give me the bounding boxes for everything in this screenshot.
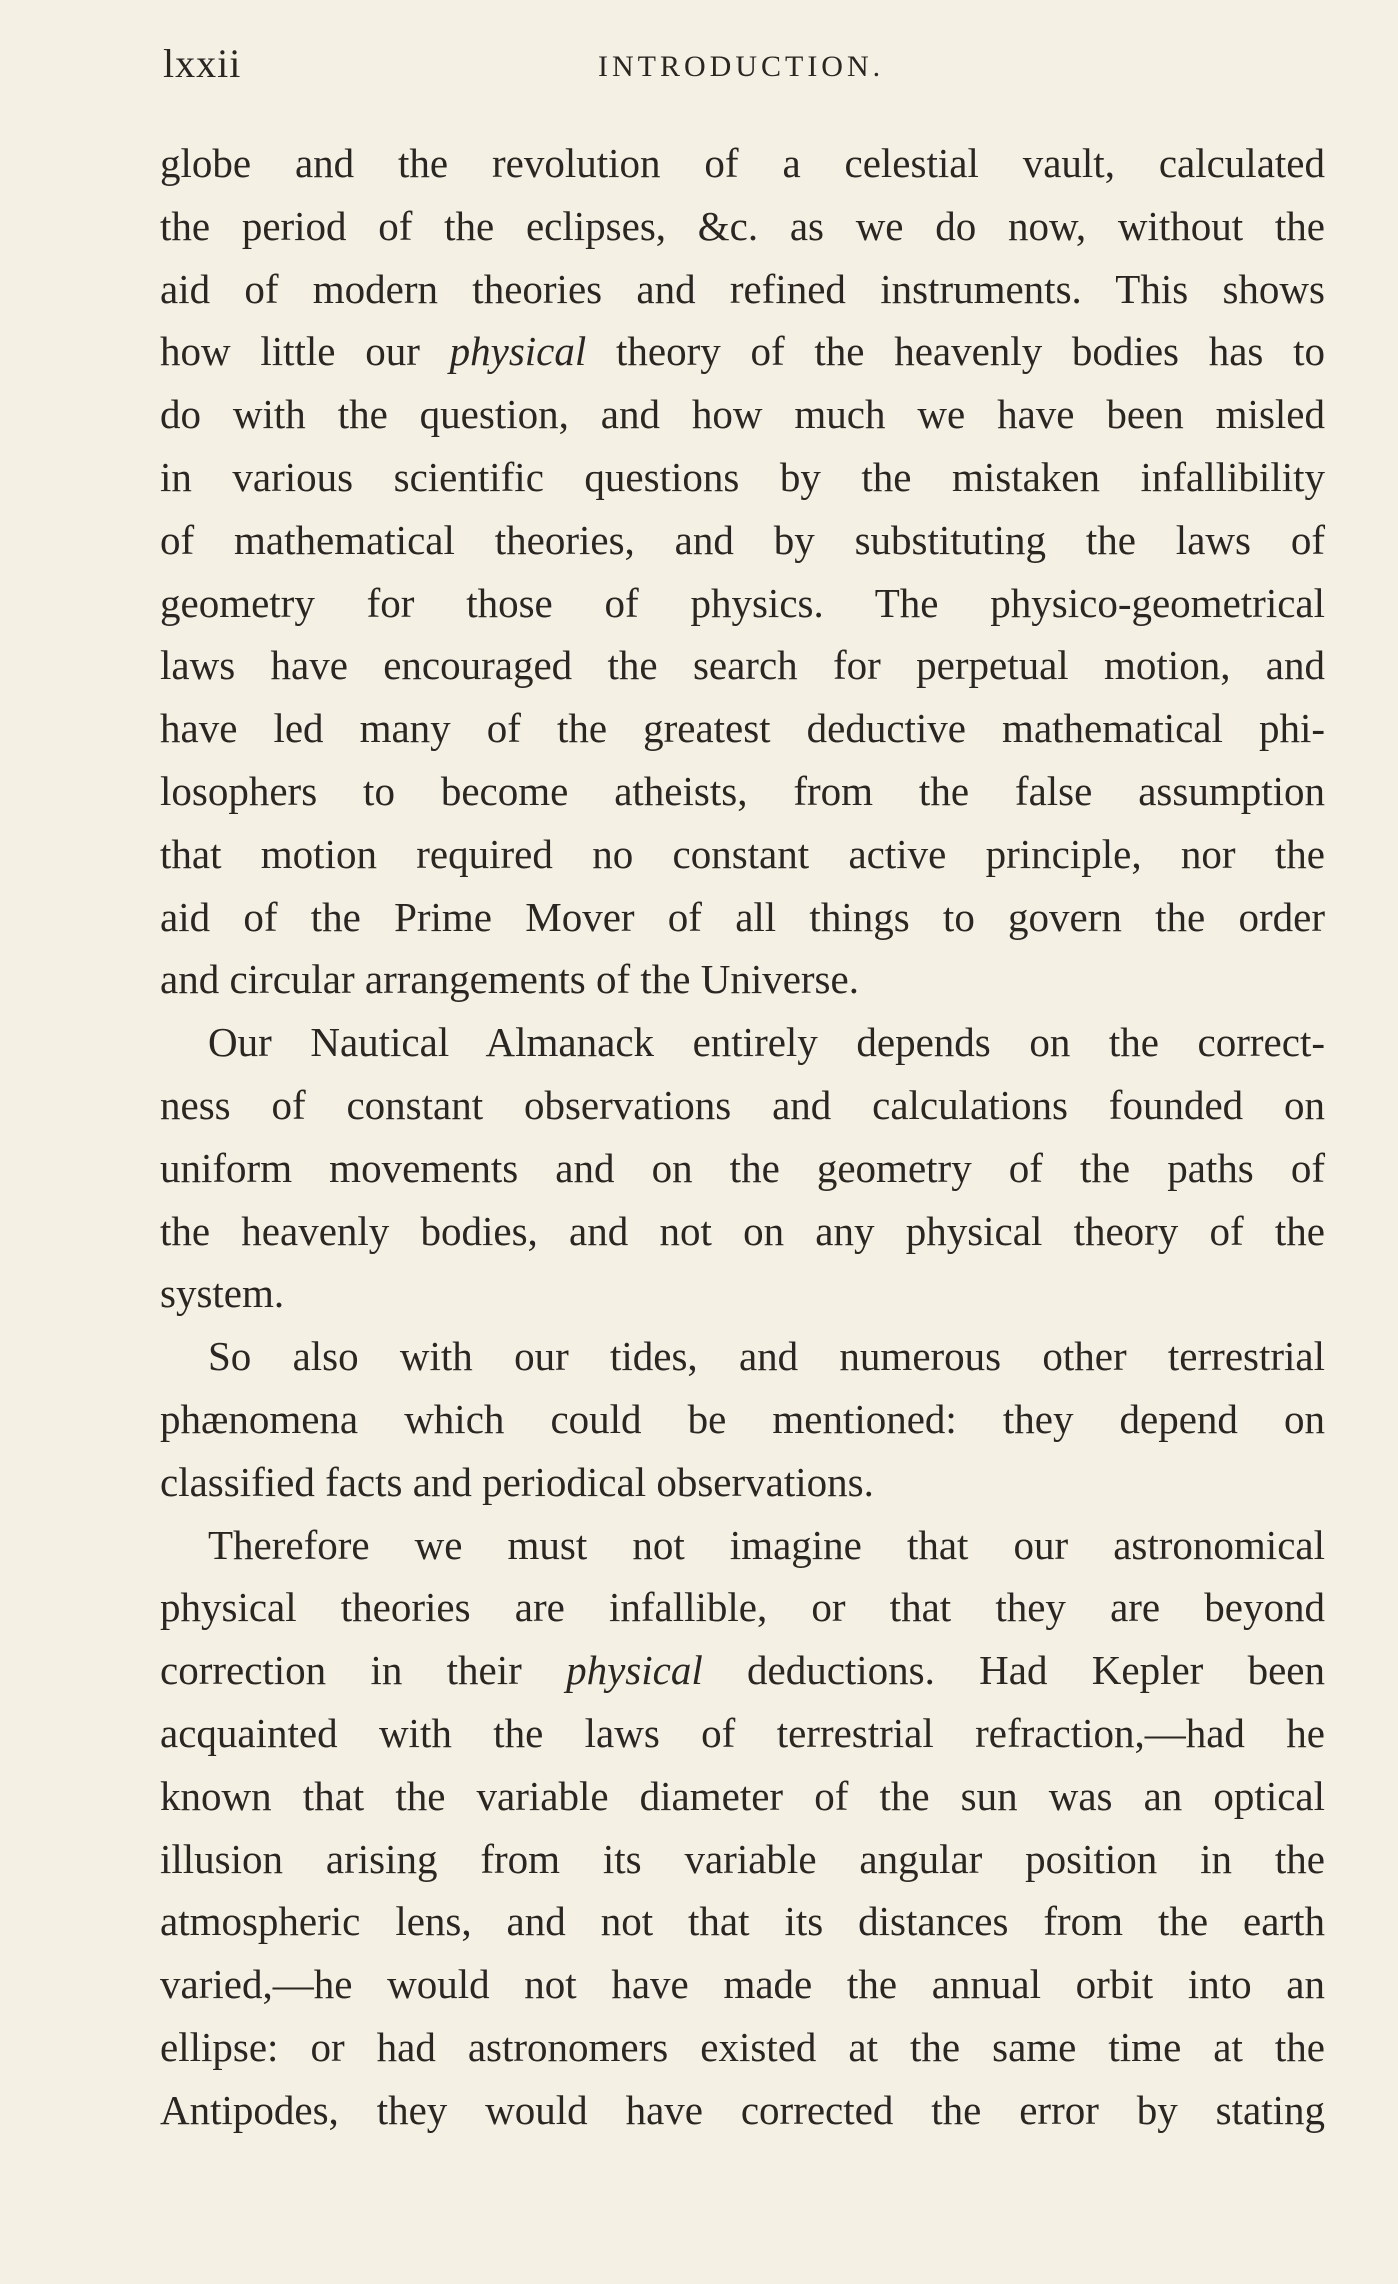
text-line: system.: [160, 1270, 285, 1317]
text-line: phænomena which could be mentioned: they depend on: [160, 1395, 1325, 1442]
text-line: illusion arising from its variable angular position in the: [160, 1835, 1325, 1882]
text-line: So also with our tides, and numerous other terrestrial: [208, 1333, 1325, 1380]
italic-emphasis: physical: [566, 1647, 703, 1694]
page-header: [163, 40, 1323, 100]
text-line: varied,—he would not have made the annual orbit into an: [160, 1961, 1325, 2008]
running-head: INTRODUCTION.: [598, 50, 885, 83]
text-line: ness of constant observations and calculations founded on: [160, 1081, 1325, 1128]
text-line: how little our physical theory of the heavenly bodies has to: [160, 328, 1326, 375]
text-line: that motion required no constant active principle, nor the: [160, 830, 1325, 877]
page-number: lxxii: [163, 41, 242, 86]
text-line: uniform movements and on the geometry of the paths of: [160, 1144, 1325, 1191]
text-line: Our Nautical Almanack entirely depends on the correct-: [208, 1019, 1325, 1066]
text-line: atmospheric lens, and not that its distances from the earth: [160, 1898, 1325, 1945]
text-line: classified facts and periodical observations.: [160, 1458, 874, 1505]
text-line: in various scientific questions by the mistaken infallibility: [160, 453, 1325, 500]
text-line: correction in their physical deductions. Had Kepler been: [160, 1647, 1325, 1694]
text-line: globe and the revolution of a celestial vault, calculated: [160, 140, 1325, 186]
text-line: losophers to become atheists, from the false assumption: [160, 767, 1325, 814]
text-line: of mathematical theories, and by substituting the laws of: [160, 516, 1325, 563]
text-line: acquainted with the laws of terrestrial refraction,—had he: [160, 1709, 1325, 1756]
italic-emphasis: physical: [449, 328, 587, 375]
text-line: the period of the eclipses, &c. as we do now, without the: [160, 202, 1325, 249]
text-line: have led many of the greatest deductive mathematical phi-: [160, 705, 1325, 752]
text-line: do with the question, and how much we have been misled: [160, 391, 1325, 438]
text-line: Therefore we must not imagine that our astronomical: [208, 1521, 1325, 1568]
text-line: physical theories are infallible, or that they are beyond: [160, 1584, 1325, 1631]
text-line: aid of the Prime Mover of all things to govern the order: [160, 893, 1325, 940]
text-line: the heavenly bodies, and not on any physical theory of the: [160, 1207, 1325, 1254]
text-line: aid of modern theories and refined instruments. This shows: [160, 265, 1325, 312]
text-line: known that the variable diameter of the sun was an optical: [160, 1772, 1325, 1819]
body-text: [160, 132, 1325, 2142]
text-line: and circular arrangements of the Universe.: [160, 956, 859, 1003]
text-line: geometry for those of physics. The physico-geometrical: [160, 579, 1325, 626]
text-line: Antipodes, they would have corrected the error by stating: [160, 2086, 1325, 2133]
text-line: laws have encouraged the search for perpetual motion, and: [160, 642, 1325, 689]
text-line: ellipse: or had astronomers existed at the same time at the: [160, 2023, 1325, 2070]
